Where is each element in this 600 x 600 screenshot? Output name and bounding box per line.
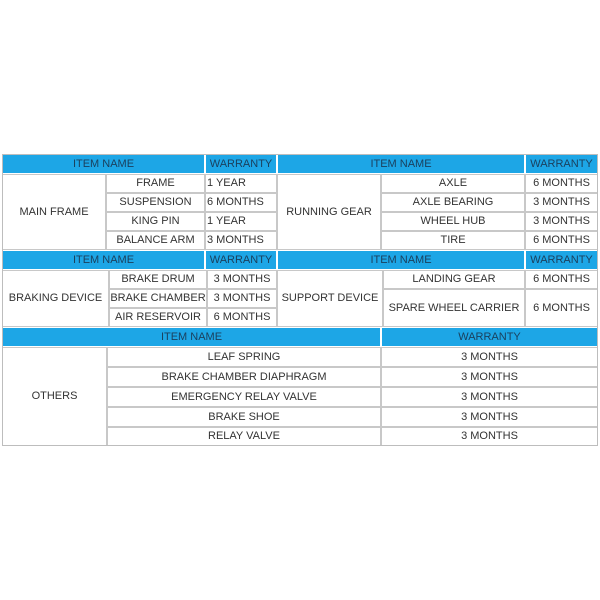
header-warranty: WARRANTY	[205, 154, 277, 174]
header-item-name: ITEM NAME	[2, 154, 205, 174]
header-warranty: WARRANTY	[205, 250, 277, 270]
header-item-name: ITEM NAME	[2, 327, 381, 347]
item-name: BRAKE CHAMBER	[109, 289, 207, 308]
item-warranty: 6 MONTHS	[205, 193, 277, 212]
category-main-frame: MAIN FRAME	[2, 174, 106, 250]
item-warranty: 3 MONTHS	[207, 270, 277, 289]
item-warranty: 1 YEAR	[205, 174, 277, 193]
item-name: AIR RESERVOIR	[109, 308, 207, 327]
item-warranty: 3 MONTHS	[381, 367, 598, 387]
header-item-name: ITEM NAME	[277, 250, 525, 270]
header-item-name: ITEM NAME	[277, 154, 525, 174]
category-others: OTHERS	[2, 347, 107, 446]
item-warranty: 3 MONTHS	[525, 193, 598, 212]
item-name: FRAME	[106, 174, 205, 193]
header-warranty: WARRANTY	[381, 327, 598, 347]
item-name: KING PIN	[106, 212, 205, 231]
item-name: BALANCE ARM	[106, 231, 205, 250]
item-name: LANDING GEAR	[383, 270, 525, 289]
header-item-name: ITEM NAME	[2, 250, 205, 270]
item-warranty: 3 MONTHS	[381, 387, 598, 407]
item-name: LEAF SPRING	[107, 347, 381, 367]
item-name: BRAKE DRUM	[109, 270, 207, 289]
category-support-device: SUPPORT DEVICE	[277, 270, 383, 327]
item-name: RELAY VALVE	[107, 427, 381, 446]
item-warranty: 6 MONTHS	[525, 174, 598, 193]
item-warranty: 3 MONTHS	[381, 347, 598, 367]
item-name: SPARE WHEEL CARRIER	[383, 289, 525, 327]
item-name: BRAKE CHAMBER DIAPHRAGM	[107, 367, 381, 387]
item-warranty: 6 MONTHS	[525, 289, 598, 327]
item-name: WHEEL HUB	[381, 212, 525, 231]
item-warranty: 6 MONTHS	[525, 231, 598, 250]
item-name: TIRE	[381, 231, 525, 250]
item-name: SUSPENSION	[106, 193, 205, 212]
item-warranty: 3 MONTHS	[381, 427, 598, 446]
item-warranty: 3 MONTHS	[525, 212, 598, 231]
header-warranty: WARRANTY	[525, 250, 598, 270]
item-name: EMERGENCY RELAY VALVE	[107, 387, 381, 407]
item-name: AXLE	[381, 174, 525, 193]
item-warranty: 3 MONTHS	[207, 289, 277, 308]
item-warranty: 6 MONTHS	[525, 270, 598, 289]
header-warranty: WARRANTY	[525, 154, 598, 174]
item-warranty: 6 MONTHS	[207, 308, 277, 327]
item-name: BRAKE SHOE	[107, 407, 381, 427]
category-running-gear: RUNNING GEAR	[277, 174, 381, 250]
item-name: AXLE BEARING	[381, 193, 525, 212]
item-warranty: 1 YEAR	[205, 212, 277, 231]
item-warranty: 3 MONTHS	[205, 231, 277, 250]
category-braking-device: BRAKING DEVICE	[2, 270, 109, 327]
warranty-table	[2, 154, 598, 446]
item-warranty: 3 MONTHS	[381, 407, 598, 427]
